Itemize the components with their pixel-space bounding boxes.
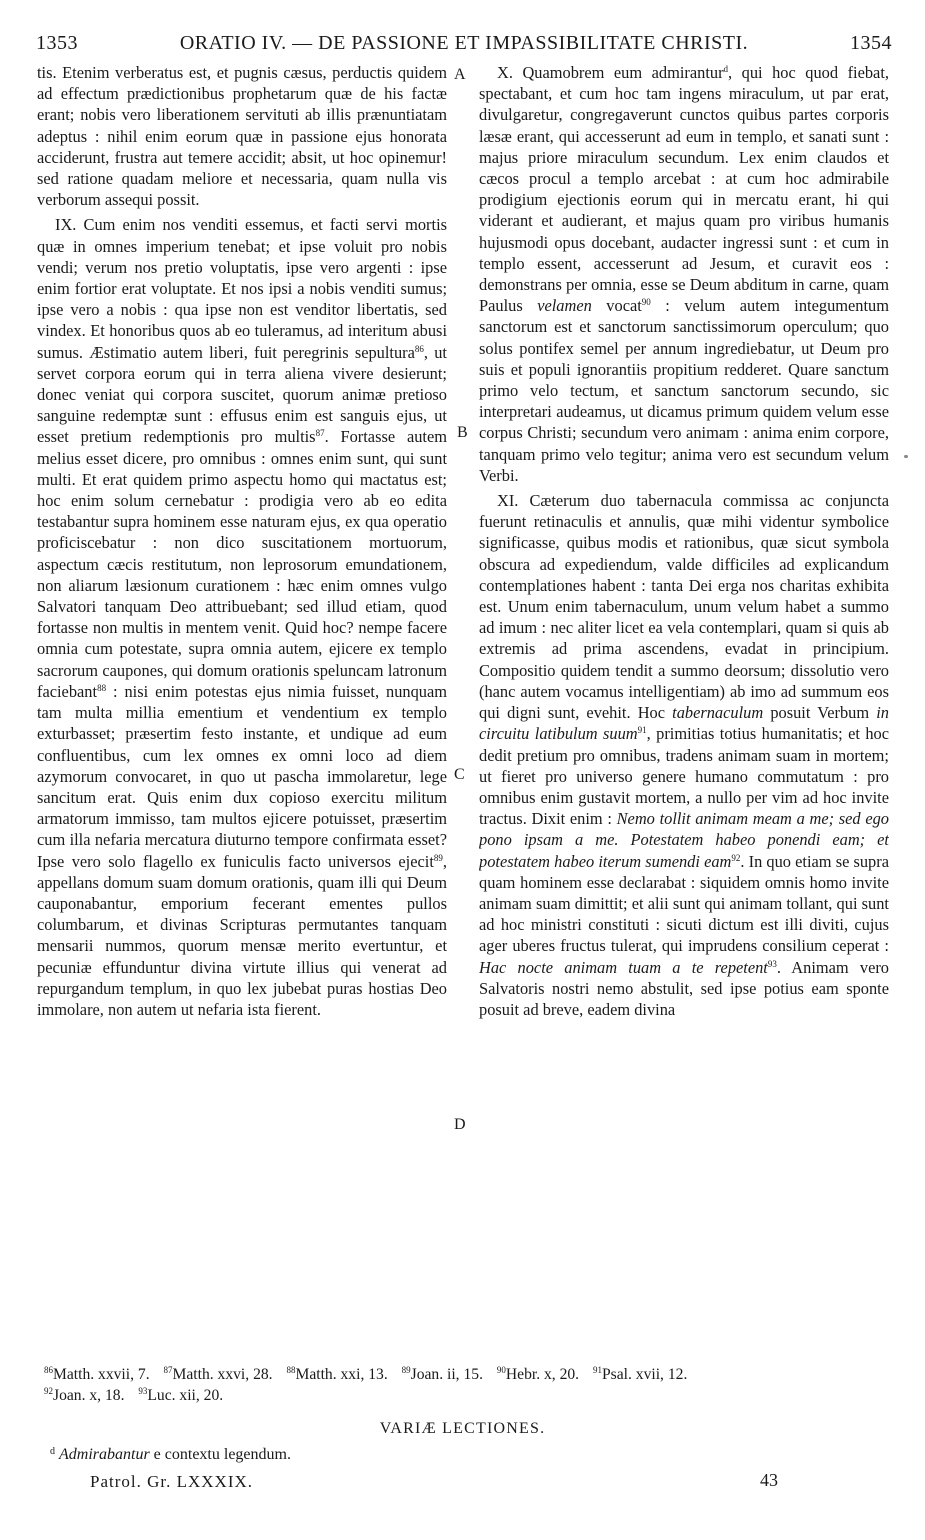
paragraph-x: X. Quamobrem eum admirantur$^d$, qui hoc quod fiebat, spectabant, et cum hoc tam ingens miraculum, ut par erat, divulgaretur, congregaverunt cunctos quibus partes corporis læsæ erant, qui accesserunt ad eum in templo, et sanati sunt : majus priore miraculum secundum. Lex enim claudos et cæcos procul a templo arcebat : at cum hoc admirabile prodigium ejectionis eorum qui in mercatu erant, hi qui viderant et audierant, et majus quam pro viribus humanis hujusmodi opus docebant, audacter ingressi sunt : et cum in templo essent, accesserunt ad Jesum, et curavit eos : demonstrans per omnia, esse se Deum abditum in carne, quam Paulus velamen vocat$^{90}$ : velum autem integumentum sanctorum est et sanctorum sanctissimorum operculum; quo solus pontifex semel per annum ingrediebatur, ut Deum pro suis et populi ignorantiis propitium redderet. Quare sanctum primo velo tectum, et sanctum sanctorum secundo, sic interpretari audeamus, ut dicamus primum quidem velum esse corpus Christi; secundum vero animam : anima enim corpore, tanquam primo velo tegitur; anima vero est secundum velum Verbi. bbox=[479, 63, 889, 485]
variant-ref[interactable]: d bbox=[723, 64, 729, 74]
footnote: $^{86}$Matth. xxvii, 7. bbox=[44, 1365, 150, 1383]
margin-letter-c: C bbox=[454, 766, 465, 783]
footnote: $^{87}$Matth. xxvi, 28. bbox=[163, 1365, 273, 1383]
footnote: $^{92}$Joan. x, 18. bbox=[44, 1386, 125, 1404]
footnote: $^{90}$Hebr. x, 20. bbox=[496, 1365, 580, 1383]
footnote-ref[interactable]: 92 bbox=[731, 852, 741, 863]
margin-letter-b: B bbox=[457, 424, 468, 441]
footnote-ref[interactable]: 91 bbox=[637, 725, 647, 736]
running-header bbox=[36, 32, 892, 58]
variant-note: $^d$ Admirabantur e contextu legendum. bbox=[50, 1446, 291, 1463]
running-title: ORATIO IV. — DE PASSIONE ET IMPASSIBILITATE CHRISTI. bbox=[179, 32, 749, 54]
footnote: $^{93}$Luc. xii, 20. bbox=[138, 1386, 224, 1404]
gathering-number: 43 bbox=[760, 1470, 778, 1490]
margin-letter-d: D bbox=[454, 1116, 466, 1133]
left-column bbox=[37, 62, 447, 1352]
footnote: $^{89}$Joan. ii, 15. bbox=[401, 1365, 483, 1383]
variae-heading: VARIÆ LECTIONES. bbox=[379, 1420, 546, 1437]
footnote-ref[interactable]: 89 bbox=[433, 852, 443, 863]
footnote-ref[interactable]: 90 bbox=[641, 297, 651, 308]
paragraph-ix: IX. Cum enim nos venditi essemus, et facti servi mortis quæ in omnes imperium tenebat; et ipse voluit pro nobis vendi; verum nos pretio voluptatis, ipse vero argenti : ipse enim fortior erat voluptate. Et nos ipsi a nobis venditi sumus; ipse vero a nobis : qua ipse non est venditor libertatis, sed vindex. Et honoribus quos ab eo tuleramus, ad interitum abusi sumus. Æstimatio autem liberi, fuit peregrinis sepultura$^{86}$, ut servet corpora eorum qui in terra aliena vivere desierunt; donec veniat qui corpora suscitet, quorum animæ pretioso sanguine redemptæ sunt : effusus enim est sanguis ejus, ut esset pretium redemptionis pro multis$^{87}$. Fortasse autem melius esset dicere, pro omnibus : omnes enim sunt, qui sunt multi. Et erat quidem primo aspectu homo qui mactatus est; hoc enim solum cernebatur : prodigia vero ab eo edita testabantur supra hominem esse naturam ejus, ex qua operatio proficiscebatur : non dico suscitationem mortuorum, aspectum cæcis restitutum, non leprosorum emundationem, non aliarum læsionum curationem : hæc enim omnes vulgo Salvatori tanquam Deo attribuebant; sed illud etiam, quod fortasse non multis in mentem venit. Quid hoc? nempe facere omnia cum potestate, supra omnia autem, ejicere ex templo sacrorum caupones, qui domum orationis speluncam latronum faciebant$^{88}$ : nisi enim potestas ejus nimia fuisset, nunquam tam multa millia ementium et vendentium ex templo exturbasset; præsertim festo instante, et undique ad eum confluentibus, cum lex omnes ex omni loco ad diem azymorum convocaret, in quo ut pascha immolaretur, lege sancitum erat. Quis enim dux copioso exercitu militum armatorum immisso, tam multos ejicere potuisset, præsertim cum illa nefaria mercatura diuturno tempore confirmata esset? Ipse vero solo flagello ex funiculis facto universos ejecit$^{89}$, appellans domum suam domum orationis, quam illi qui Deum cauponabantur, emporium fecerant ementes pullos columbarum, et divinas Scripturas permutantes tanquam mensarii nummos, quorum mensæ merito evertuntur, et pecuniæ effunduntur divina virtute illius qui venerat ad repurgandum templum, in quo lex jubebat puras hostias Deo immolare, non autem ut nefaria ista fierent. bbox=[37, 215, 447, 1019]
paragraph-continuation: tis. Etenim verberatus est, et pugnis cæsus, perductis quidem ad effectum prædictionibus prophetarum quæ de his factæ erant; nobis vero liberationem servituti ab illis prænuntiatam adeptus : nihil enim eorum quæ in passione ejus honorata acciderunt, frustra aut temere accidit; absit, ut hoc opinemur! sed ratione quadam meliore et necessaria, quam nulla vis verborum assequi possit. bbox=[37, 63, 447, 210]
page-number-right: 1354 bbox=[850, 32, 892, 54]
footnote-ref[interactable]: 93 bbox=[767, 958, 777, 969]
patrologia-signature: Patrol. Gr. LXXXIX. bbox=[90, 1472, 254, 1491]
footnote-ref[interactable]: 86 bbox=[414, 343, 424, 354]
footnote: $^{88}$Matth. xxi, 13. bbox=[286, 1365, 388, 1383]
footnotes bbox=[44, 1364, 894, 1406]
footnote-ref[interactable]: 87 bbox=[315, 428, 325, 439]
margin-letter-a: A bbox=[454, 66, 466, 83]
page-number-left: 1353 bbox=[36, 32, 78, 54]
paragraph-xi: XI. Cæterum duo tabernacula commissa ac conjuncta fuerunt retinaculis et annulis, quæ mihi videntur symbolice significasse, quibus modis et rationibus, quæ sicut symbola obscura ad expediendum, valde difficiles ad explicandum contemplationes habent : tanta Dei erga nos charitas exhibita est. Unum enim tabernaculum, unum velum habet a summo ad imum : nec aliter licet ea vela contemplari, quam si quis ab extremis ad prima ascendens, evadat in principium. Compositio quidem tendit a summo deorsum; dissolutio vero (hanc autem vocamus intelligentiam) ab imo ad summum eos qui digni sunt, evehit. Hoc tabernaculum posuit Verbum in circuitu latibulum suum$^{91}$, primitias totius humanitatis; et hoc dedit pretium pro omnibus, tradens animam suam in mortem; ut fieret pro universo genere humano commutatum : pro omnibus enim gustavit mortem, a nullo per vim ad hoc invite tractus. Dixit enim : Nemo tollit animam meam a me; sed ego pono ipsam a me. Potestatem habeo ponendi eam; et potestatem habeo iterum sumendi eam$^{92}$. In quo etiam se supra quam hominem esse declarabat : siquidem omnis homo invite animam suam dimittit; et alii sunt qui animam tollant, qui sunt ad hoc ministri constituti : sicuti dictum est illi diviti, cujus ager uberes fructus tulerat, qui imprudens consilium ceperat : Hac nocte animam tuam a te repetent$^{93}$. Animam vero Salvatoris nostri nemo abstulit, sed ipse potius eam sponte posuit ad breve, eadem divina bbox=[479, 491, 889, 1019]
footnote-ref[interactable]: 88 bbox=[97, 682, 107, 693]
right-column bbox=[479, 62, 889, 1352]
footnote: $^{91}$Psal. xvii, 12. bbox=[593, 1365, 688, 1383]
paper-speck bbox=[904, 455, 908, 458]
